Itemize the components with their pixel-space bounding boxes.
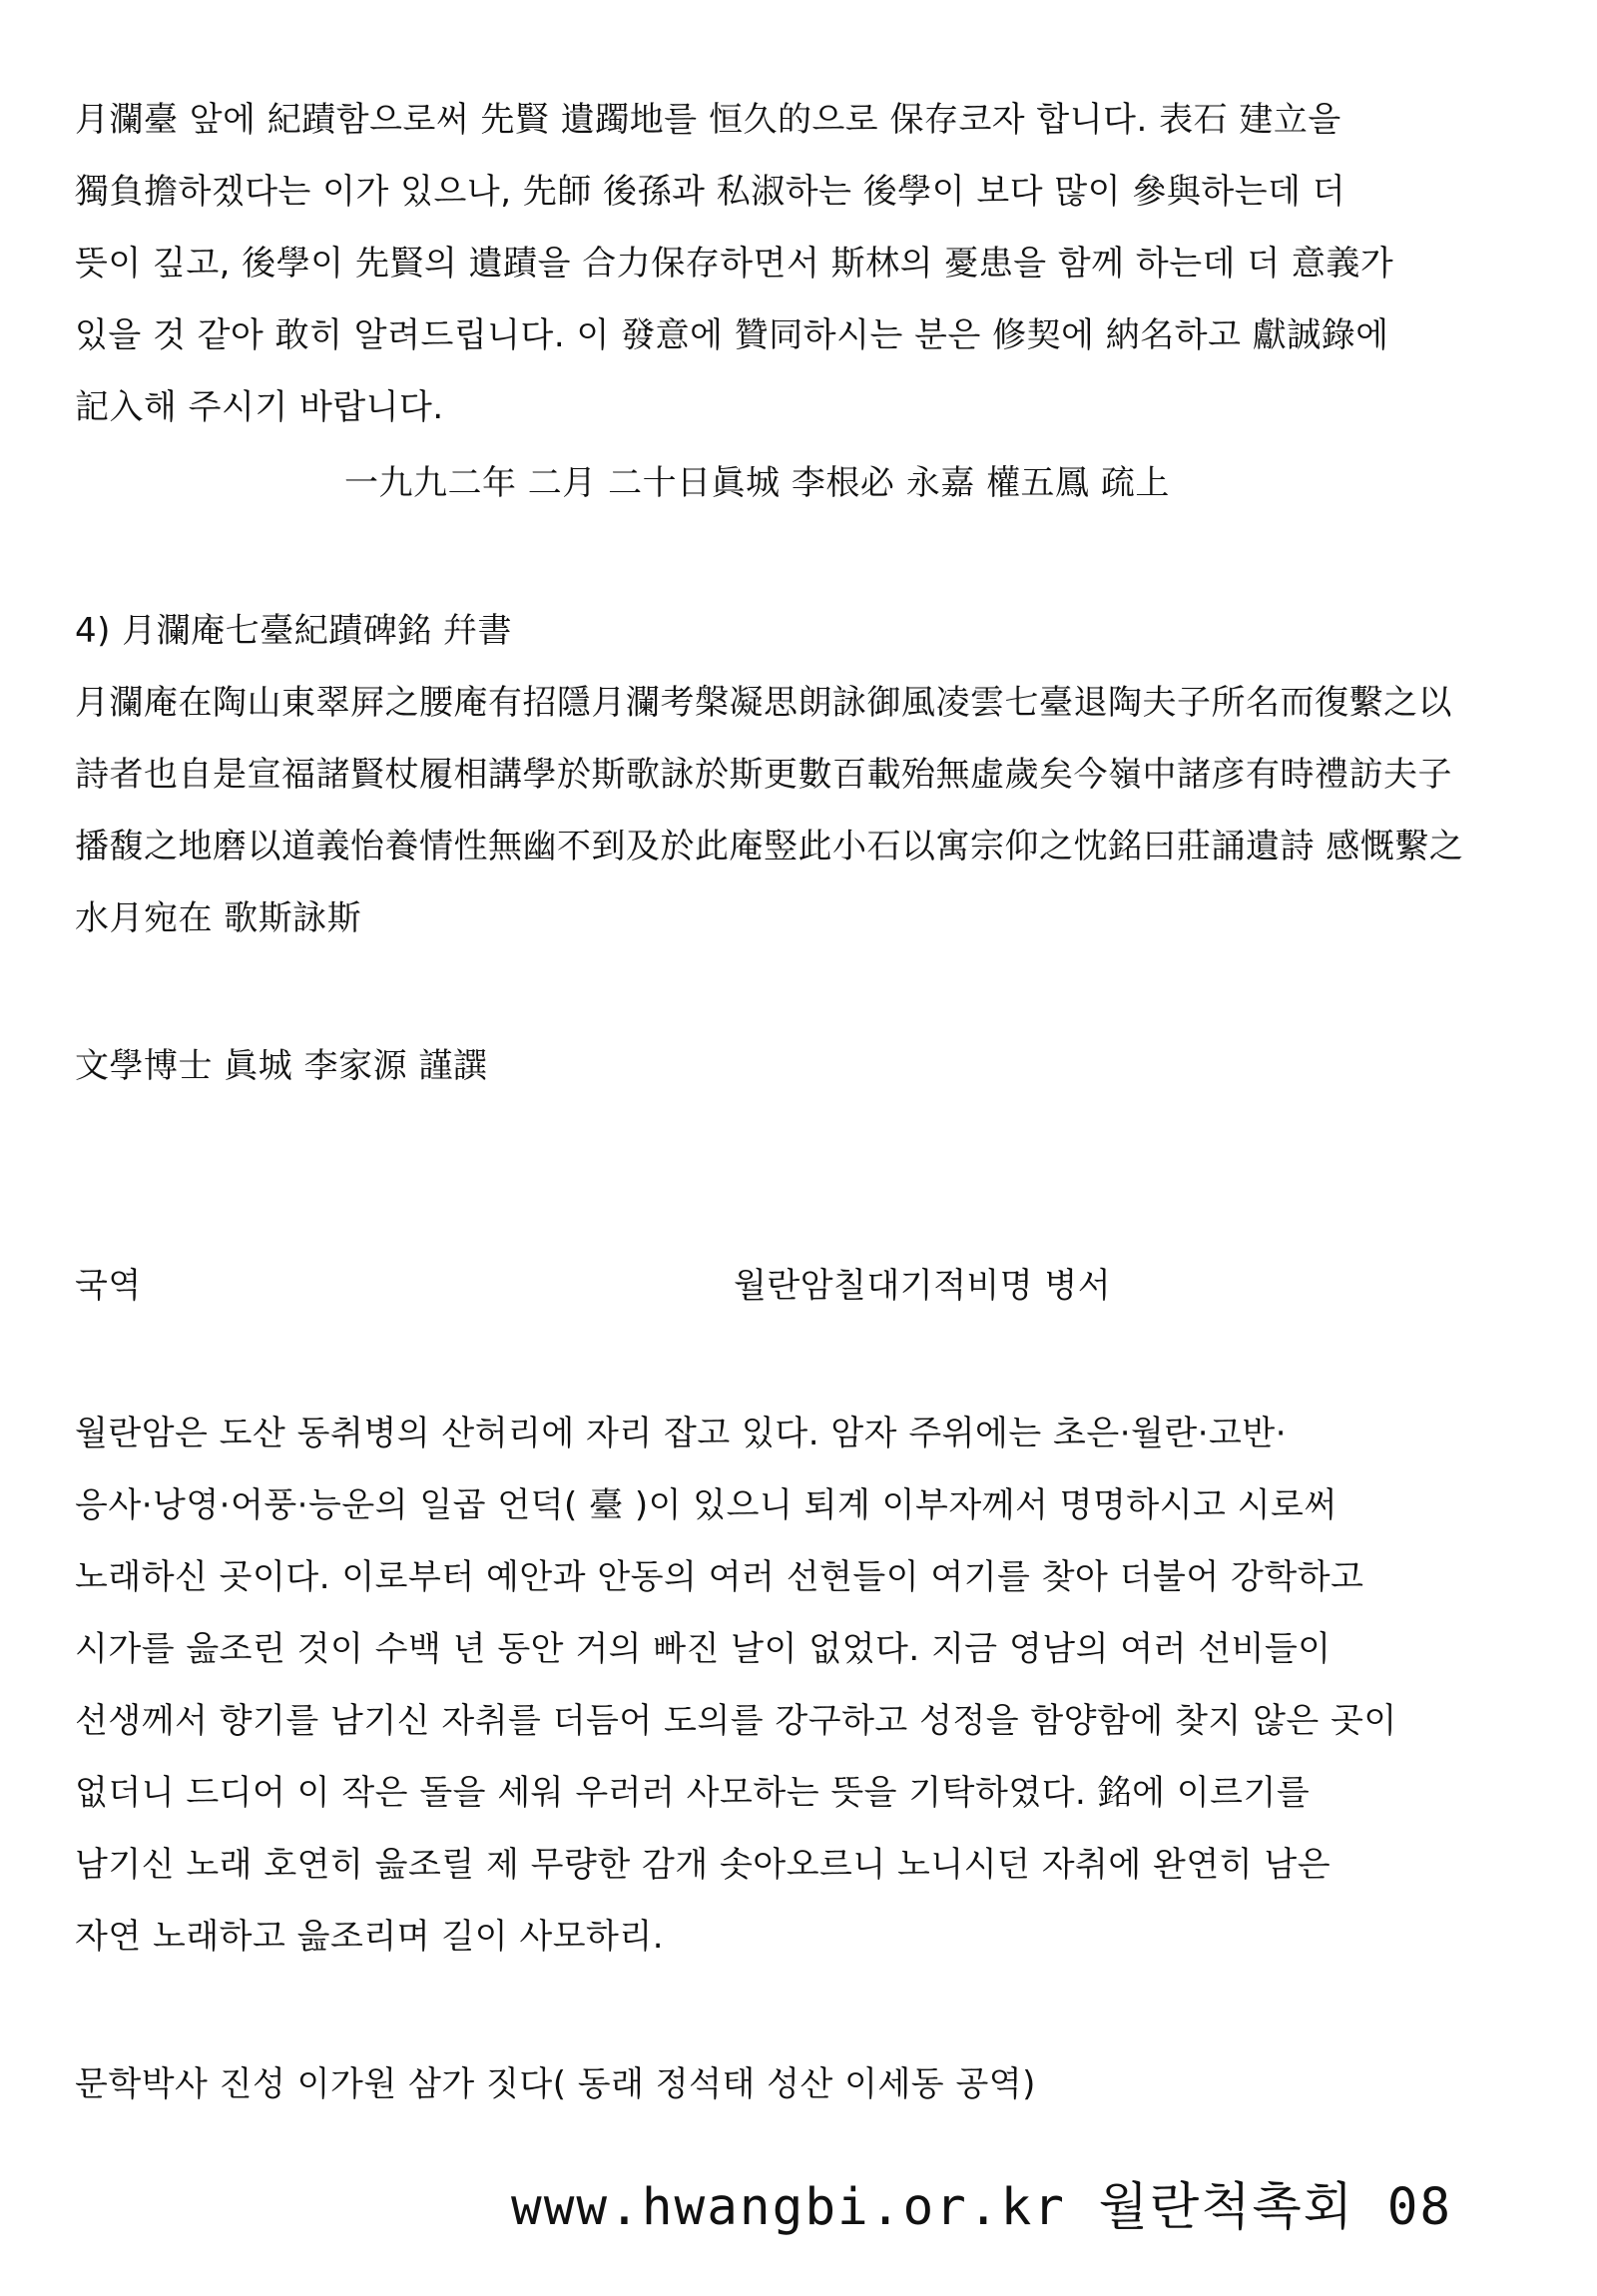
inscription-line-3: 播馥之地磨以道義怡養情性無幽不到及於此庵竪此小石以寓宗仰之忱銘曰莊誦遺詩 感慨繫之 xyxy=(75,827,1464,866)
translation-line-6: 없더니 드디어 이 작은 돌을 세워 우러러 사모하는 뜻을 기탁하였다. 銘에 이르기를 xyxy=(75,1773,1311,1813)
intro-line-5: 記入해 주시기 바랍니다. xyxy=(75,387,444,427)
translation-line-3: 노래하신 곳이다. 이로부터 예안과 안동의 여러 선현들이 여기를 찾아 더불어 강학하고 xyxy=(75,1557,1364,1597)
intro-line-3: 뜻이 깊고, 後學이 先賢의 遺蹟을 合力保存하면서 斯林의 憂患을 함께 하는데 더 意義가 xyxy=(75,244,1394,284)
inscription-line-4: 水月宛在 歌斯詠斯 xyxy=(75,898,362,938)
inscription-author: 文學博士 眞城 李家源 謹譔 xyxy=(75,1046,488,1086)
translation-line-5: 선생께서 향기를 남기신 자취를 더듬어 도의를 강구하고 성정을 함양함에 찾지 않은 곳이 xyxy=(75,1701,1397,1741)
translation-line-2: 응사·낭영·어풍·능운의 일곱 언덕( 臺 )이 있으니 퇴계 이부자께서 명명하시고 시로써 xyxy=(75,1485,1337,1525)
translation-line-7: 남기신 노래 호연히 읊조릴 제 무량한 감개 솟아오르니 노니시던 자취에 완연히 남은 xyxy=(75,1845,1331,1885)
inscription-line-1: 月瀾庵在陶山東翠屛之腰庵有招隱月瀾考槃凝思朗詠御風凌雲七臺退陶夫子所名而復繫之以 xyxy=(75,683,1452,723)
translation-title: 월란암칠대기적비명 병서 xyxy=(734,1266,1112,1306)
inscription-heading: 4) 月瀾庵七臺紀蹟碑銘 幷書 xyxy=(75,611,513,651)
translation-line-1: 월란암은 도산 동취병의 산허리에 자리 잡고 있다. 암자 주위에는 초은·월란·고반· xyxy=(75,1414,1288,1453)
footer-site-page: www.hwangbi.or.kr 월란척촉회 08 xyxy=(511,2178,1453,2237)
intro-line-2: 獨負擔하겠다는 이가 있으나, 先師 後孫과 私淑하는 後學이 보다 많이 參與하는데 더 xyxy=(75,172,1346,212)
translation-label: 국역 xyxy=(75,1266,142,1306)
translation-line-8: 자연 노래하고 읊조리며 길이 사모하리. xyxy=(75,1917,665,1957)
translation-credit: 문학박사 진성 이가원 삼가 짓다( 동래 정석태 성산 이세동 공역) xyxy=(75,2064,1036,2104)
signature-line: 一九九二年 二月 二十日眞城 李根必 永嘉 權五鳳 疏上 xyxy=(344,463,1170,503)
intro-line-4: 있을 것 같아 敢히 알려드립니다. 이 發意에 贊同하시는 분은 修契에 納名하고 獻誠錄에 xyxy=(75,315,1389,355)
intro-line-1: 月瀾臺 앞에 紀蹟함으로써 先賢 遺躅地를 恒久的으로 保存코자 합니다. 表石 建立을 xyxy=(75,100,1341,140)
translation-line-4: 시가를 읊조린 것이 수백 년 동안 거의 빠진 날이 없었다. 지금 영남의 여러 선비들이 xyxy=(75,1629,1331,1669)
inscription-line-2: 詩者也自是宣福諸賢杖履相講學於斯歌詠於斯更數百載殆無虛歲矣今嶺中諸彦有時禮訪夫子 xyxy=(75,755,1452,795)
